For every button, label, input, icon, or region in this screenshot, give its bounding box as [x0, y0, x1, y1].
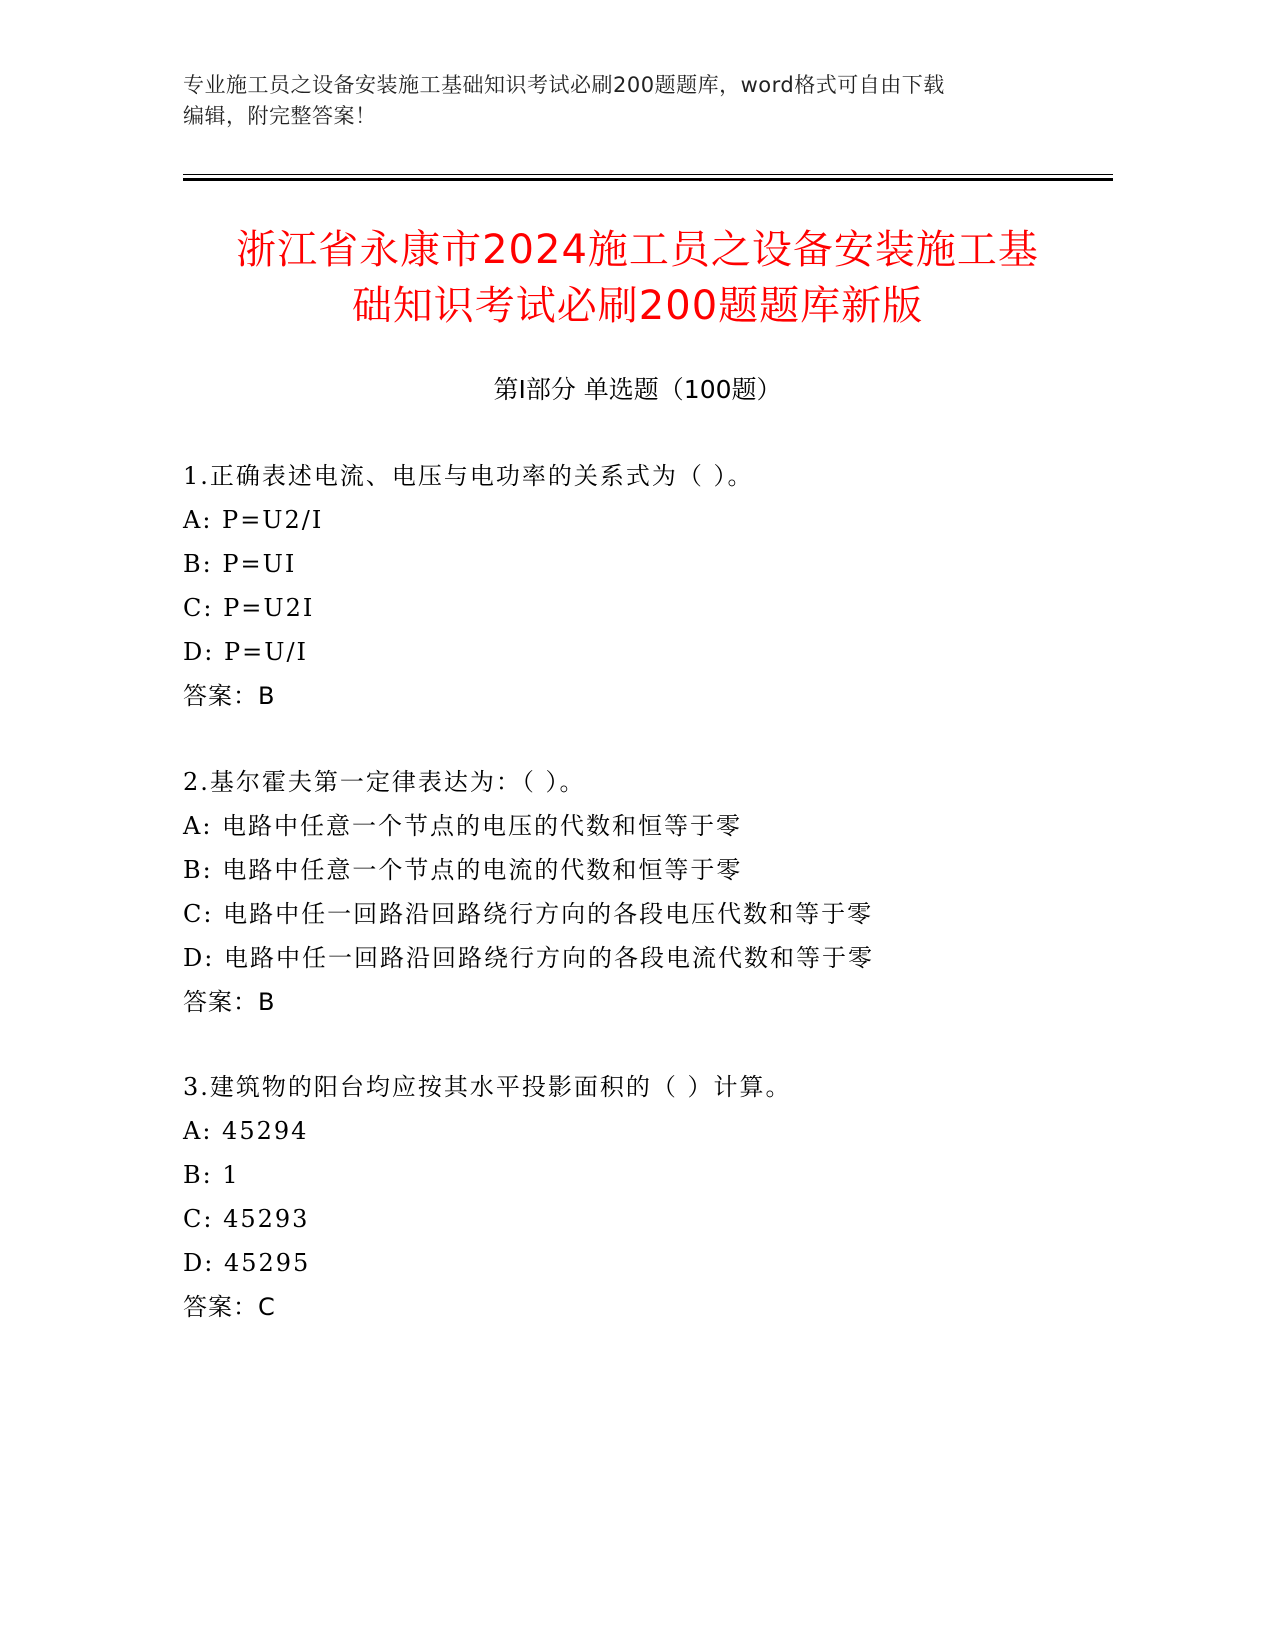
question-2: [183, 760, 1143, 1024]
document-title-line-2: 础知识考试必刷200题题库新版: [351, 283, 924, 329]
option-a: A: 电路中任意一个节点的电压的代数和恒等于零: [183, 812, 743, 840]
header-note: [183, 70, 1063, 132]
option-c: C: P=U2I: [183, 594, 315, 622]
option-d: D: 45295: [183, 1249, 311, 1277]
question-stem: 3.建筑物的阳台均应按其水平投影面积的（ ）计算。: [183, 1073, 792, 1101]
option-b: B: P=UI: [183, 550, 297, 578]
answer-text: 答案：C: [183, 1293, 276, 1321]
header-divider-thick: [183, 178, 1113, 181]
question-stem: 1.正确表述电流、电压与电功率的关系式为（ ）。: [183, 462, 754, 490]
header-note-line-1: 专业施工员之设备安装施工基础知识考试必刷200题题库，word格式可自由下载: [183, 73, 945, 97]
option-a: A: 45294: [183, 1117, 309, 1145]
header-note-line-2: 编辑，附完整答案！: [183, 104, 377, 128]
option-d: D: 电路中任一回路沿回路绕行方向的各段电流代数和等于零: [183, 944, 874, 972]
option-a: A: P=U2/I: [183, 506, 324, 534]
section-heading: 第Ⅰ部分 单选题（100题）: [493, 375, 782, 404]
document-title: [100, 222, 1175, 334]
answer-text: 答案：B: [183, 682, 276, 710]
option-b: B: 1: [183, 1161, 240, 1189]
document-title-line-1: 浙江省永康市2024施工员之设备安装施工基: [236, 227, 1039, 273]
option-c: C: 电路中任一回路沿回路绕行方向的各段电压代数和等于零: [183, 900, 874, 928]
answer-text: 答案：B: [183, 988, 276, 1016]
question-3: [183, 1065, 1143, 1329]
option-d: D: P=U/I: [183, 638, 309, 666]
header-divider-thin: [183, 174, 1113, 175]
option-b: B: 电路中任意一个节点的电流的代数和恒等于零: [183, 856, 743, 884]
question-1: [183, 454, 1143, 718]
option-c: C: 45293: [183, 1205, 310, 1233]
question-stem: 2.基尔霍夫第一定律表达为：（ ）。: [183, 768, 586, 796]
